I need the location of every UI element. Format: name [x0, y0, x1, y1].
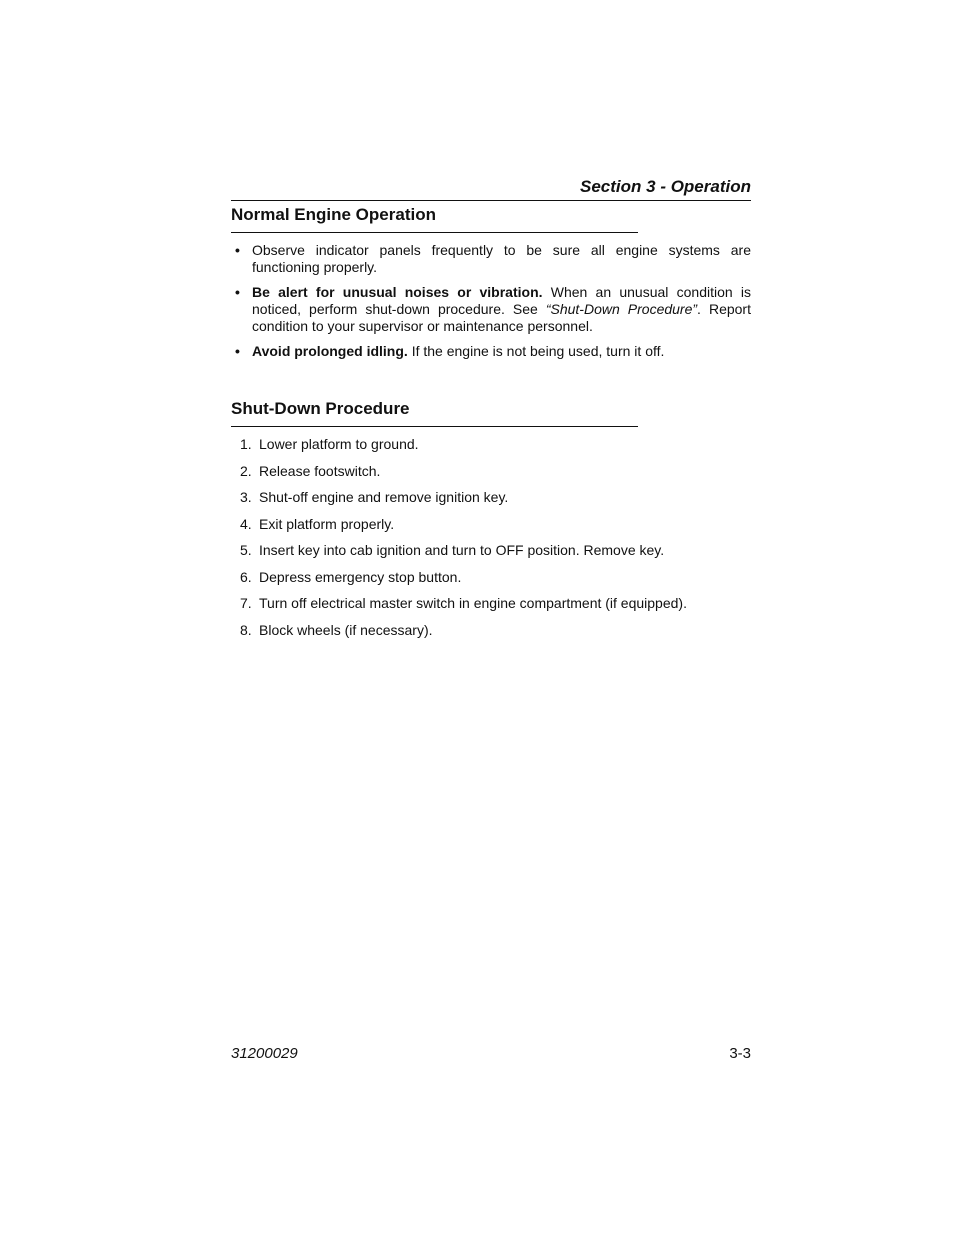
step-number: 3.: [240, 489, 252, 505]
bullet-text: When an unusual condition is noticed, perform shut-down procedure. See: [252, 284, 751, 317]
list-item: [231, 569, 751, 596]
step-text: Depress emergency stop button.: [259, 568, 462, 585]
list-item: [231, 436, 751, 463]
step-number: 8.: [240, 621, 252, 638]
step-text: Block wheels (if necessary).: [259, 621, 433, 638]
cross-reference: “Shut-Down Procedure”: [545, 301, 698, 317]
step-text: Exit platform properly.: [259, 515, 395, 532]
step-text: Insert key into cab ignition and turn to OFF position. Remove key.: [259, 542, 665, 558]
bullet-bold-lead: Avoid prolonged idling.: [252, 343, 408, 359]
bullet-text: . Report condition to your supervisor or maintenance personnel.: [252, 301, 751, 334]
list-item: [231, 463, 751, 490]
bullet-marker: •: [235, 284, 240, 300]
page-number: 3-3: [729, 1045, 751, 1062]
bullet-item: [231, 242, 751, 276]
section-header: Section 3 - Operation: [231, 176, 751, 201]
step-text: Release footswitch.: [259, 462, 381, 479]
step-number: 7.: [240, 595, 252, 611]
step-number: 2.: [240, 462, 252, 479]
bullet-bold-lead: Be alert for unusual noises or vibration.: [252, 284, 543, 300]
bullet-item: [231, 284, 751, 335]
step-text: Shut-off engine and remove ignition key.: [259, 489, 509, 505]
document-number: 31200029: [231, 1045, 298, 1062]
step-text: Turn off electrical master switch in engine compartment (if equipped).: [259, 595, 687, 611]
list-item: [231, 516, 751, 543]
bullet-item: [231, 343, 751, 360]
bullet-text: If the engine is not being used, turn it off.: [407, 343, 665, 359]
bullet-text: Observe indicator panels frequently to be sure all engine systems are functioning properly.: [252, 242, 751, 275]
step-number: 4.: [240, 515, 252, 532]
bullet-marker: •: [235, 242, 240, 258]
step-text: Lower platform to ground.: [259, 436, 419, 452]
shut-down-steps: [231, 436, 751, 648]
step-number: 1.: [240, 436, 252, 452]
step-number: 5.: [240, 542, 252, 558]
step-number: 6.: [240, 568, 252, 585]
list-item: [231, 542, 751, 569]
heading-normal-engine-operation: Normal Engine Operation: [231, 204, 638, 233]
list-item: [231, 622, 751, 649]
heading-shut-down-procedure: Shut-Down Procedure: [231, 398, 638, 427]
list-item: [231, 595, 751, 622]
normal-operation-bullets: [231, 242, 751, 368]
bullet-marker: •: [235, 343, 240, 359]
list-item: [231, 489, 751, 516]
